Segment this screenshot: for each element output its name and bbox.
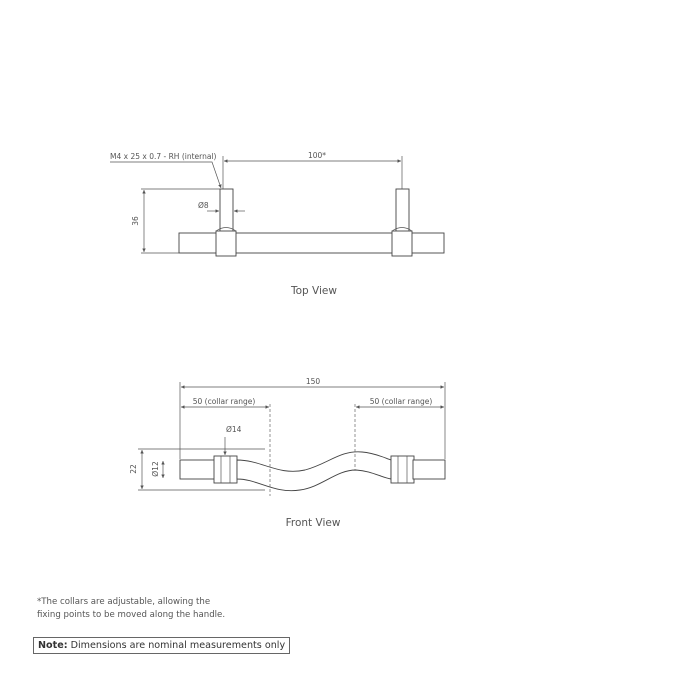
collar-diameter-label: Ø14 xyxy=(226,425,242,434)
note-label: Note: xyxy=(38,640,68,651)
front-view-right-collar xyxy=(391,456,414,483)
thread-leader-line xyxy=(110,162,221,188)
front-view-left-bar xyxy=(180,460,215,479)
front-view-break-section xyxy=(237,452,391,491)
footnote-line-1: *The collars are adjustable, allowing the xyxy=(37,597,211,607)
overall-length-dim-label: 150 xyxy=(305,377,321,386)
bar-diameter-label: Ø12 xyxy=(151,461,160,477)
front-view-left-collar xyxy=(214,456,237,483)
top-view xyxy=(110,151,444,297)
collar-footnote xyxy=(37,596,257,622)
thread-spec-label: M4 x 25 x 0.7 - RH (internal) xyxy=(110,152,217,161)
top-view-left-collar xyxy=(216,231,236,256)
front-view xyxy=(129,377,445,529)
collar-range-left-label: 50 (collar range) xyxy=(192,397,256,406)
footnote-line-2: fixing points to be moved along the handle. xyxy=(37,610,226,620)
top-view-right-post xyxy=(396,189,409,233)
dimensions-note xyxy=(33,637,290,654)
post-diameter-label: Ø8 xyxy=(198,201,209,210)
top-view-left-post xyxy=(220,189,233,233)
front-view-caption: Front View xyxy=(285,517,341,529)
top-view-caption: Top View xyxy=(291,285,337,297)
collar-range-right-label: 50 (collar range) xyxy=(369,397,433,406)
front-view-right-bar xyxy=(413,460,445,479)
top-centers-dim-label: 100* xyxy=(307,151,327,160)
top-view-right-collar xyxy=(392,231,412,256)
note-text: Dimensions are nominal measurements only xyxy=(67,640,286,651)
top-height-dim-label: 36 xyxy=(131,216,140,226)
front-height-dim-label: 22 xyxy=(129,464,138,474)
